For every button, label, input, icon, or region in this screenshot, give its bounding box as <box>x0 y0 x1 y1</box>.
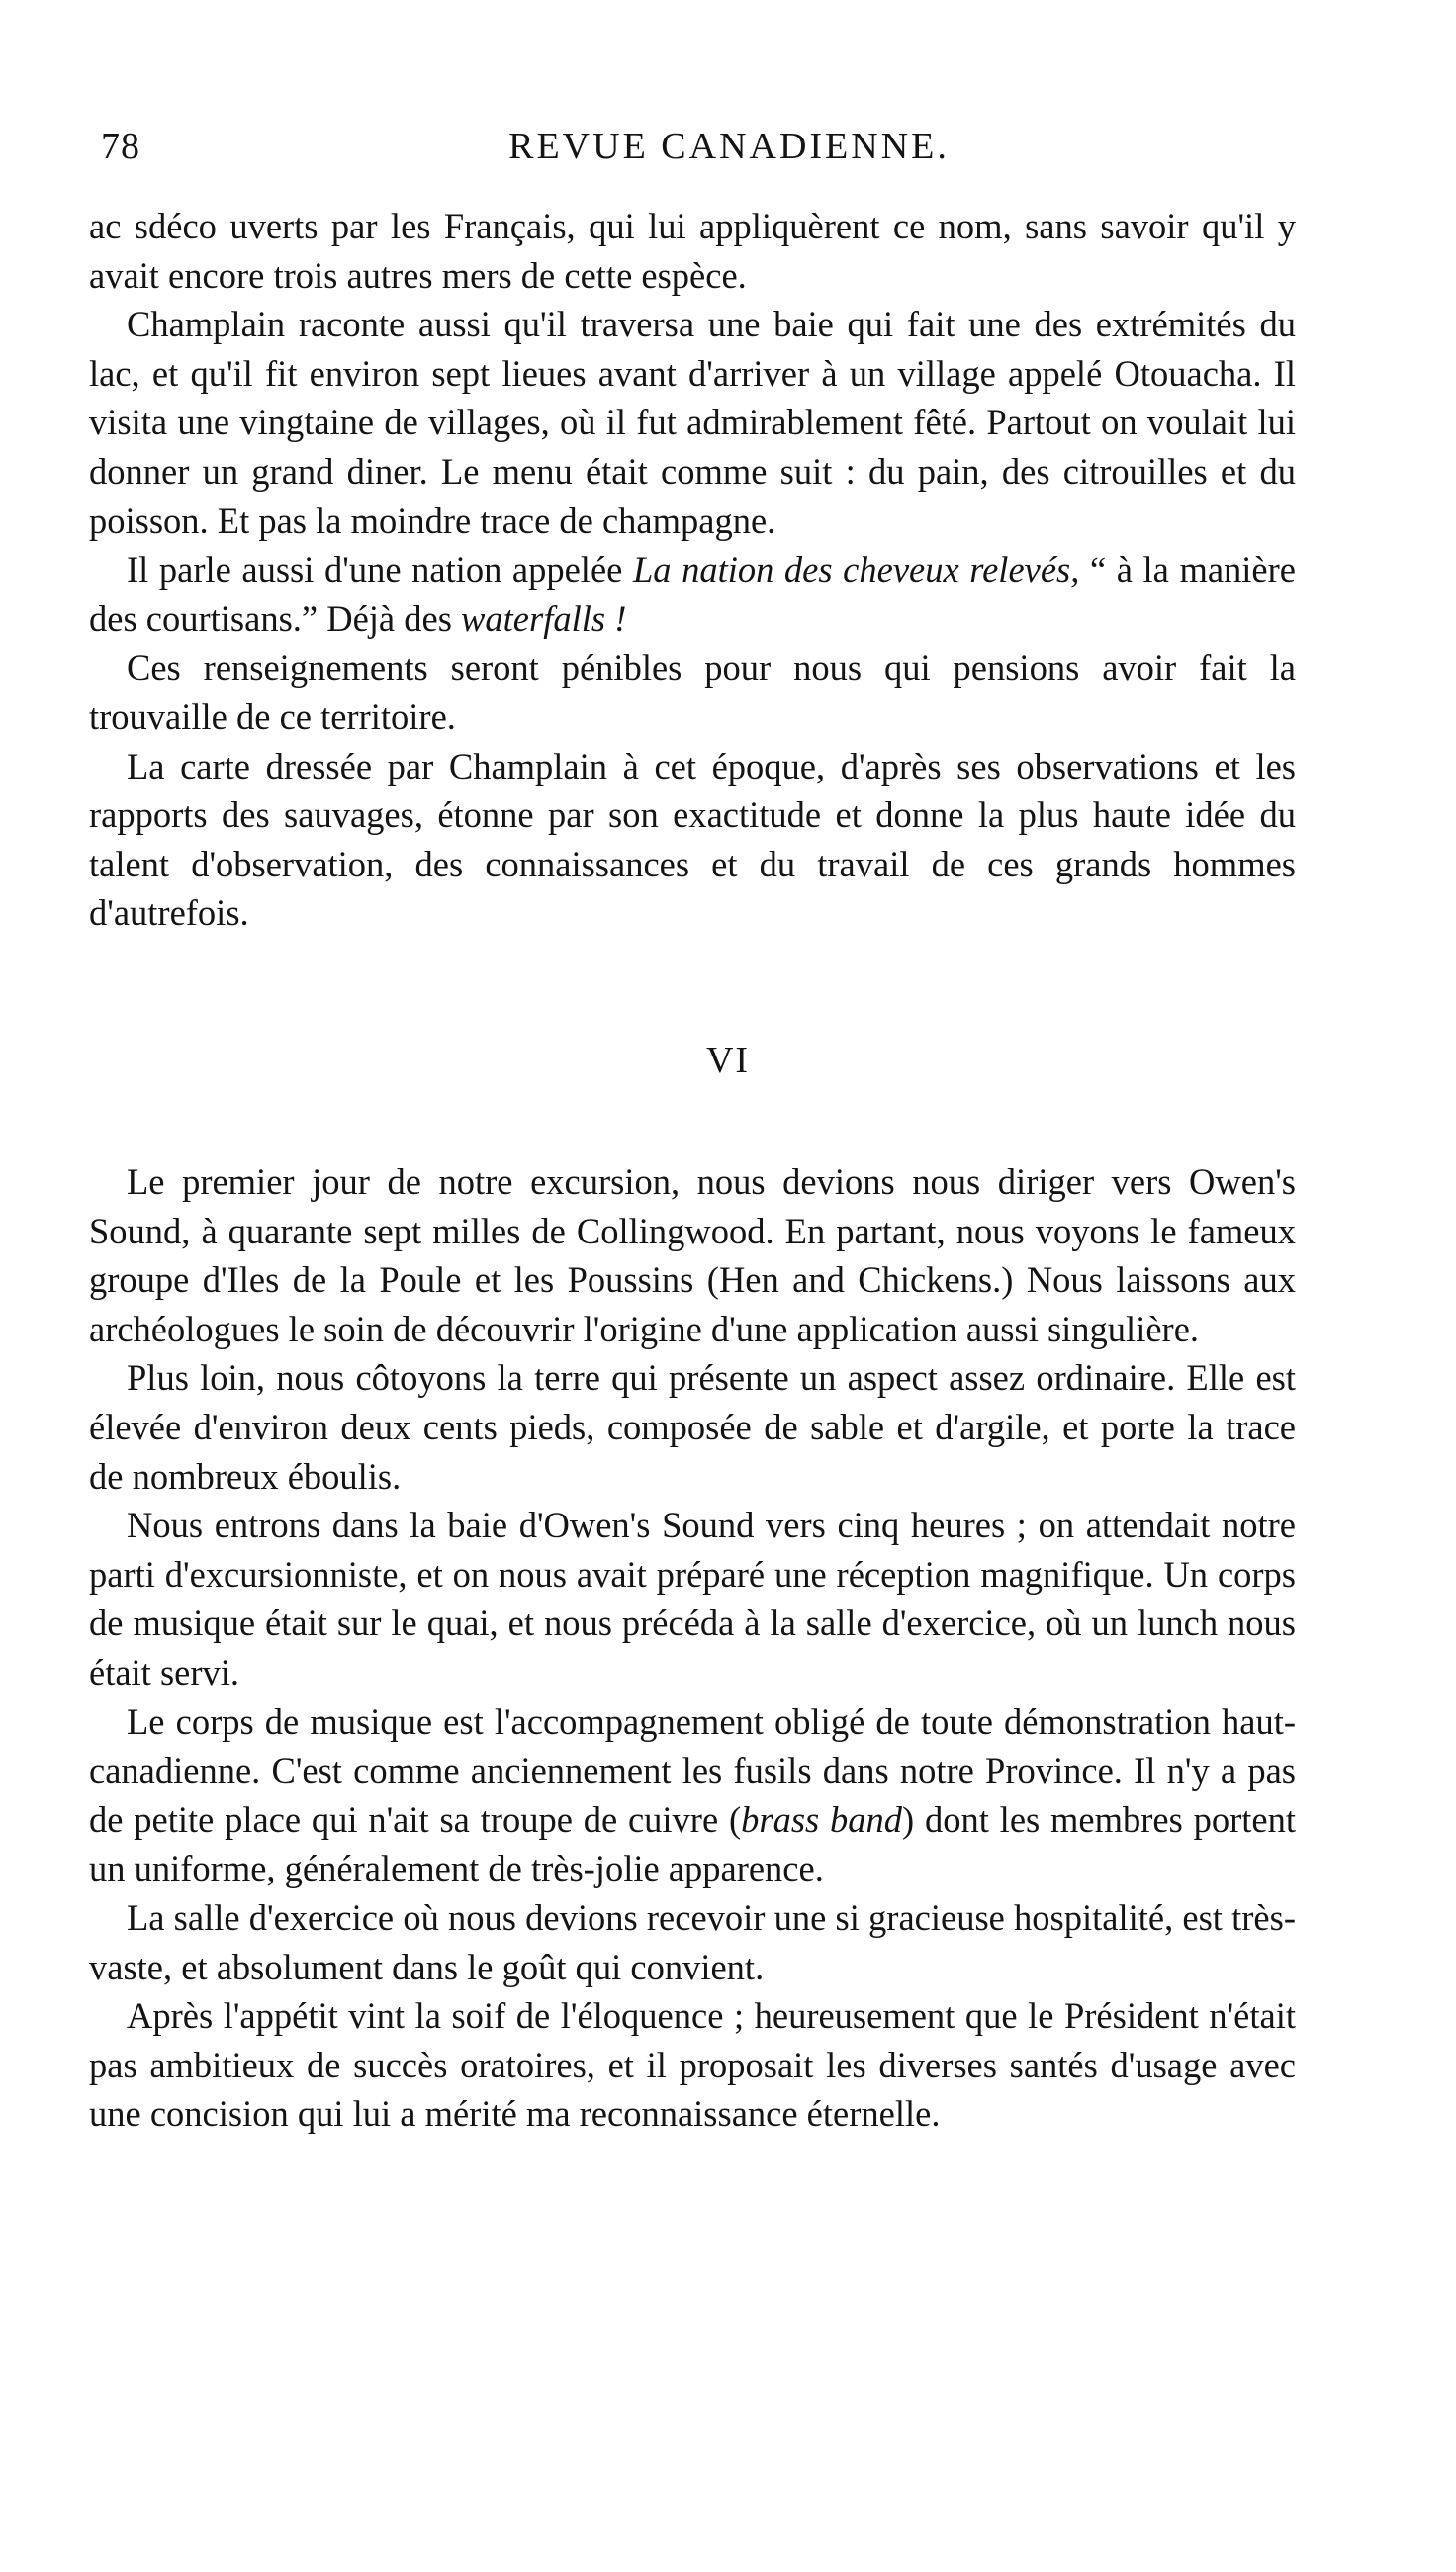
running-title: REVUE CANADIENNE. <box>508 126 950 167</box>
italic-phrase: waterfalls ! <box>461 597 627 639</box>
running-head <box>101 117 1298 176</box>
text-block-section-vi <box>89 1157 1296 2139</box>
section-heading: VI <box>705 1040 751 1081</box>
paragraph: Ces renseignements seront pénibles pour nous qui pensions avoir fait la trouvaille de ce territoire. <box>89 647 1296 737</box>
italic-phrase: brass band <box>741 1798 903 1840</box>
paragraph: Nous entrons dans la baie d'Owen's Sound vers cinq heures ; on attendait notre parti d'excursionniste, et on nous avait préparé une réception magnifique. Un corps de musique était sur le quai, et nous précéda à la salle d'exercice, où un lunch nous était servi. <box>89 1505 1296 1693</box>
paragraph <box>89 1698 1296 1893</box>
text-block-before-section <box>89 202 1296 938</box>
page-number: 78 <box>101 126 140 167</box>
paragraph: Champlain raconte aussi qu'il traversa une baie qui fait une des extrémités du lac, et qu'il fit environ sept lieues avant d'arriver à un village appelé Otouacha. Il visita une vingtaine de villages, où il fut admirablement fêté. Partout on voulait lui donner un grand diner. Le menu était comme suit : du pain, des citrouilles et du poisson. Et pas la moindre trace de champagne. <box>89 304 1296 541</box>
paragraph: La salle d'exercice où nous devions recevoir une si gracieuse hospitalité, est très-vaste, et absolument dans le goût qui convient. <box>89 1896 1296 1987</box>
paragraph: Après l'appétit vint la soif de l'éloquence ; heureusement que le Président n'était pas ambitieux de succès oratoires, et il proposait les diverses santés d'usage avec une concision qui lui a mérité ma reconnaissance éternelle. <box>89 1995 1296 2135</box>
paragraph-text: Le corps de musique est l'accompagnement obligé de toute démonstration haut-canadienne. C'est comme anciennement les fusils dans notre Province. Il n'y a pas de petite place qui n'ait sa troupe de cuivre ( <box>89 1700 1296 1840</box>
paragraph-text: Il parle aussi d'une nation appelée <box>127 549 633 591</box>
paragraph-text: ) dont les membres portent un uniforme, généralement de très-jolie apparence. <box>89 1798 1296 1889</box>
paragraph-text: “ à la manière des courtisans.” Déjà des <box>89 549 1296 639</box>
paragraph: ac sdéco uverts par les Français, qui lui appliquèrent ce nom, sans savoir qu'il y avait encore trois autres mers de cette espèce. <box>89 206 1296 296</box>
paragraph: Plus loin, nous côtoyons la terre qui présente un aspect assez ordinaire. Elle est élevée d'environ deux cents pieds, composée de sable et d'argile, et porte la trace de nombreux éboulis. <box>89 1357 1296 1497</box>
paragraph <box>89 545 1296 643</box>
italic-phrase: La nation des cheveux relevés, <box>632 549 1080 591</box>
paragraph: Le premier jour de notre excursion, nous devions nous diriger vers Owen's Sound, à quarante sept milles de Collingwood. En partant, nous voyons le fameux groupe d'Iles de la Poule et les Poussins (Hen and Chickens.) Nous laissons aux archéologues le soin de découvrir l'origine d'une application aussi singulière. <box>89 1161 1296 1349</box>
paragraph: La carte dressée par Champlain à cet époque, d'après ses observations et les rapports des sauvages, étonne par son exactitude et donne la plus haute idée du talent d'observation, des connaissances et du travail de ces grands hommes d'autrefois. <box>89 745 1296 934</box>
